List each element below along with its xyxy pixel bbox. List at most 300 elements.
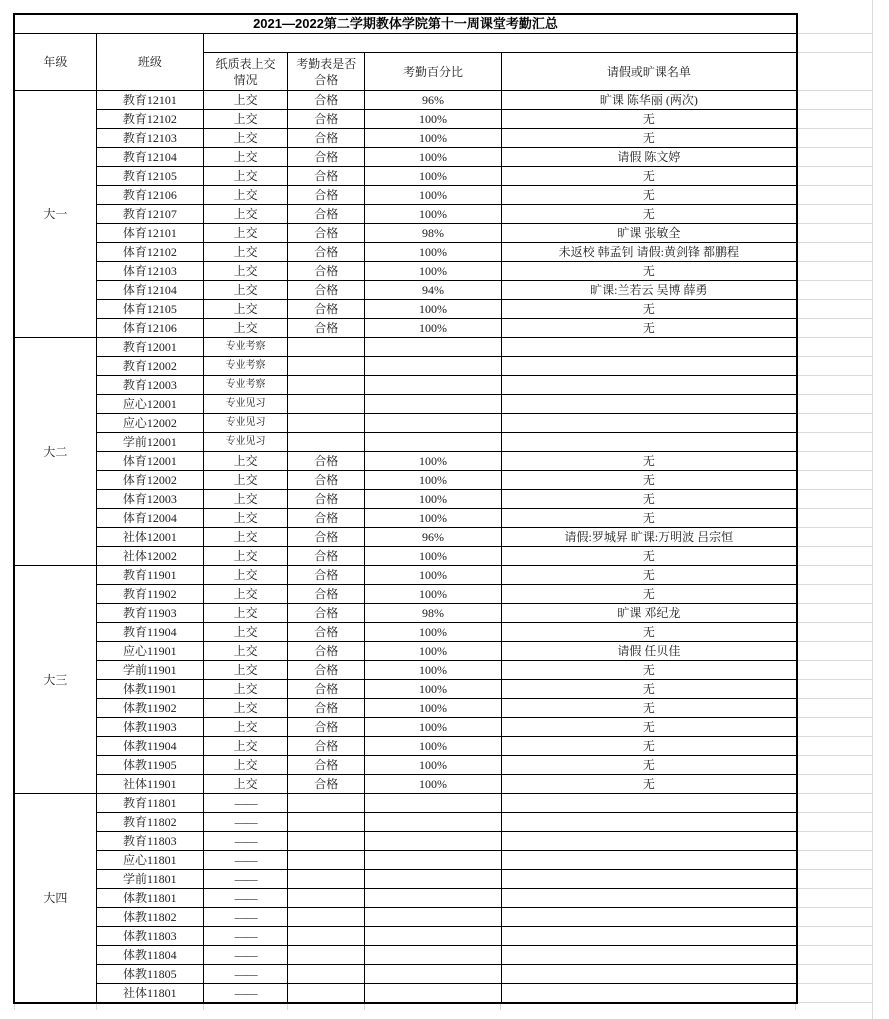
qualified-cell[interactable]: 合格	[288, 262, 365, 281]
table-row	[14, 205, 797, 224]
class-cell[interactable]: 教育12101	[96, 91, 203, 110]
namelist-cell[interactable]	[501, 851, 797, 870]
class-cell[interactable]: 体育12105	[96, 300, 203, 319]
gridline	[797, 717, 873, 718]
class-cell[interactable]: 体育12001	[96, 452, 203, 471]
percentage-cell[interactable]: 100%	[365, 775, 501, 794]
paper-status-cell[interactable]: 上交	[203, 737, 287, 756]
paper-status-cell[interactable]: 专业见习	[203, 433, 287, 452]
namelist-cell[interactable]: 旷课 张敏全	[501, 224, 797, 243]
paper-status-cell[interactable]: 上交	[203, 528, 287, 547]
namelist-cell[interactable]: 无	[501, 547, 797, 566]
paper-status-cell[interactable]: ——	[203, 851, 287, 870]
grade-cell[interactable]: 大二	[14, 338, 96, 566]
table-row	[14, 566, 797, 585]
paper-status-cell[interactable]: 上交	[203, 224, 287, 243]
qualified-cell[interactable]	[288, 965, 365, 984]
percentage-cell[interactable]	[365, 338, 501, 357]
percentage-cell[interactable]	[365, 889, 501, 908]
paper-status-cell[interactable]: 上交	[203, 129, 287, 148]
namelist-cell[interactable]: 无	[501, 490, 797, 509]
namelist-cell[interactable]: 无	[501, 737, 797, 756]
qualified-cell[interactable]: 合格	[288, 718, 365, 737]
qualified-cell[interactable]	[288, 832, 365, 851]
class-cell[interactable]: 体育12104	[96, 281, 203, 300]
paper-status-cell[interactable]: ——	[203, 870, 287, 889]
class-cell[interactable]: 体教11801	[96, 889, 203, 908]
paper-status-cell[interactable]: 上交	[203, 91, 287, 110]
percentage-cell[interactable]: 100%	[365, 243, 501, 262]
gridline	[797, 546, 873, 547]
paper-status-cell[interactable]: ——	[203, 984, 287, 1004]
paper-status-cell[interactable]: 专业见习	[203, 414, 287, 433]
qualified-cell[interactable]: 合格	[288, 243, 365, 262]
qualified-cell[interactable]	[288, 414, 365, 433]
gridline	[14, 1003, 15, 1010]
gridline	[797, 109, 873, 110]
paper-status-cell[interactable]: 上交	[203, 623, 287, 642]
percentage-cell[interactable]: 100%	[365, 262, 501, 281]
gridline	[797, 660, 873, 661]
percentage-cell[interactable]	[365, 851, 501, 870]
qualified-cell[interactable]	[288, 851, 365, 870]
qualified-cell[interactable]	[288, 433, 365, 452]
paper-status-cell[interactable]: 上交	[203, 661, 287, 680]
class-cell[interactable]: 教育12103	[96, 129, 203, 148]
gridline	[797, 413, 873, 414]
paper-status-cell[interactable]: ——	[203, 832, 287, 851]
qualified-cell[interactable]	[288, 870, 365, 889]
qualified-cell[interactable]: 合格	[288, 699, 365, 718]
percentage-cell[interactable]: 94%	[365, 281, 501, 300]
paper-status-cell[interactable]: 上交	[203, 775, 287, 794]
qualified-cell[interactable]: 合格	[288, 661, 365, 680]
gridline	[797, 394, 873, 395]
class-cell[interactable]: 体育12106	[96, 319, 203, 338]
namelist-cell[interactable]	[501, 889, 797, 908]
paper-status-cell[interactable]: 专业考察	[203, 338, 287, 357]
paper-status-cell[interactable]: 上交	[203, 547, 287, 566]
namelist-cell[interactable]: 无	[501, 699, 797, 718]
percentage-cell[interactable]: 98%	[365, 604, 501, 623]
class-cell[interactable]: 体教11901	[96, 680, 203, 699]
namelist-cell[interactable]: 无	[501, 205, 797, 224]
qualified-cell[interactable]: 合格	[288, 566, 365, 585]
namelist-cell[interactable]: 无	[501, 471, 797, 490]
table-row	[14, 167, 797, 186]
paper-status-cell[interactable]: 专业考察	[203, 357, 287, 376]
namelist-cell[interactable]	[501, 870, 797, 889]
namelist-cell[interactable]	[501, 414, 797, 433]
class-cell[interactable]: 教育11903	[96, 604, 203, 623]
namelist-cell[interactable]: 无	[501, 623, 797, 642]
namelist-cell[interactable]	[501, 794, 797, 813]
table-row	[14, 376, 797, 395]
namelist-cell[interactable]: 未返校 韩孟钊 请假:黄剑锋 都鹏程	[501, 243, 797, 262]
gridline	[797, 242, 873, 243]
percentage-cell[interactable]: 100%	[365, 110, 501, 129]
gridline	[797, 375, 873, 376]
gridline	[797, 204, 873, 205]
qualified-cell[interactable]: 合格	[288, 224, 365, 243]
paper-status-cell[interactable]: 上交	[203, 566, 287, 585]
gridline	[797, 945, 873, 946]
namelist-cell[interactable]	[501, 813, 797, 832]
table-row	[14, 927, 797, 946]
qualified-cell[interactable]: 合格	[288, 129, 365, 148]
percentage-cell[interactable]: 100%	[365, 661, 501, 680]
qualified-cell[interactable]: 合格	[288, 528, 365, 547]
namelist-cell[interactable]: 请假 任贝佳	[501, 642, 797, 661]
namelist-cell[interactable]: 无	[501, 186, 797, 205]
percentage-cell[interactable]	[365, 832, 501, 851]
qualified-cell[interactable]	[288, 984, 365, 1004]
gridline	[797, 489, 873, 490]
class-cell[interactable]: 应心12001	[96, 395, 203, 414]
qualified-cell[interactable]	[288, 357, 365, 376]
class-cell[interactable]: 教育11803	[96, 832, 203, 851]
paper-status-cell[interactable]: 上交	[203, 110, 287, 129]
paper-status-cell[interactable]: 上交	[203, 490, 287, 509]
table-row	[14, 243, 797, 262]
percentage-cell[interactable]: 100%	[365, 186, 501, 205]
grade-cell[interactable]: 大四	[14, 794, 96, 1004]
class-cell[interactable]: 应心12002	[96, 414, 203, 433]
gridline	[797, 128, 873, 129]
paper-status-cell[interactable]: 上交	[203, 243, 287, 262]
table-row	[14, 946, 797, 965]
percentage-cell[interactable]: 100%	[365, 699, 501, 718]
table-row	[14, 433, 797, 452]
gridline	[797, 470, 873, 471]
namelist-cell[interactable]: 无	[501, 167, 797, 186]
gridline	[797, 565, 873, 566]
class-cell[interactable]: 教育12003	[96, 376, 203, 395]
class-cell[interactable]: 教育12001	[96, 338, 203, 357]
percentage-cell[interactable]: 96%	[365, 91, 501, 110]
namelist-cell[interactable]: 无	[501, 718, 797, 737]
paper-status-cell[interactable]: 专业见习	[203, 395, 287, 414]
table-row	[14, 509, 797, 528]
class-cell[interactable]: 社体12002	[96, 547, 203, 566]
table-row	[14, 547, 797, 566]
percentage-cell[interactable]	[365, 946, 501, 965]
namelist-cell[interactable]	[501, 832, 797, 851]
percentage-cell[interactable]	[365, 927, 501, 946]
paper-status-cell[interactable]: 上交	[203, 167, 287, 186]
namelist-cell[interactable]	[501, 908, 797, 927]
grade-cell[interactable]: 大三	[14, 566, 96, 794]
qualified-cell[interactable]: 合格	[288, 281, 365, 300]
class-cell[interactable]: 教育12102	[96, 110, 203, 129]
namelist-cell[interactable]	[501, 927, 797, 946]
class-cell[interactable]: 教育12107	[96, 205, 203, 224]
class-cell[interactable]: 体教11905	[96, 756, 203, 775]
class-cell[interactable]: 教育12002	[96, 357, 203, 376]
class-cell[interactable]: 学前11901	[96, 661, 203, 680]
paper-status-cell[interactable]: 专业考察	[203, 376, 287, 395]
paper-status-cell[interactable]: 上交	[203, 262, 287, 281]
class-cell[interactable]: 体育12002	[96, 471, 203, 490]
paper-status-cell[interactable]: ——	[203, 908, 287, 927]
qualified-cell[interactable]: 合格	[288, 623, 365, 642]
table-row	[14, 680, 797, 699]
paper-status-cell[interactable]: 上交	[203, 452, 287, 471]
percentage-cell[interactable]: 100%	[365, 319, 501, 338]
percentage-cell[interactable]	[365, 376, 501, 395]
qualified-cell[interactable]: 合格	[288, 775, 365, 794]
class-cell[interactable]: 社体11801	[96, 984, 203, 1004]
namelist-cell[interactable]	[501, 984, 797, 1004]
class-cell[interactable]: 应心11801	[96, 851, 203, 870]
percentage-cell[interactable]	[365, 794, 501, 813]
paper-status-cell[interactable]: 上交	[203, 585, 287, 604]
namelist-cell[interactable]: 旷课 邓纪龙	[501, 604, 797, 623]
qualified-cell[interactable]: 合格	[288, 148, 365, 167]
percentage-cell[interactable]: 100%	[365, 737, 501, 756]
qualified-cell[interactable]	[288, 395, 365, 414]
table-row	[14, 604, 797, 623]
gridline	[797, 1002, 873, 1003]
paper-status-cell[interactable]: ——	[203, 813, 287, 832]
qualified-cell[interactable]: 合格	[288, 680, 365, 699]
paper-status-cell[interactable]: 上交	[203, 471, 287, 490]
paper-status-cell[interactable]: 上交	[203, 718, 287, 737]
percentage-cell[interactable]: 100%	[365, 490, 501, 509]
qualified-cell[interactable]	[288, 908, 365, 927]
table-row	[14, 851, 797, 870]
namelist-cell[interactable]: 无	[501, 300, 797, 319]
gridline	[287, 1003, 288, 1010]
paper-status-cell[interactable]: 上交	[203, 756, 287, 775]
qualified-cell[interactable]: 合格	[288, 452, 365, 471]
class-cell[interactable]: 体教11802	[96, 908, 203, 927]
qualified-cell[interactable]: 合格	[288, 509, 365, 528]
header-grade[interactable]: 年级	[14, 34, 96, 91]
namelist-cell[interactable]: 无	[501, 756, 797, 775]
class-cell[interactable]: 体育12101	[96, 224, 203, 243]
percentage-cell[interactable]: 100%	[365, 129, 501, 148]
paper-status-cell[interactable]: ——	[203, 965, 287, 984]
paper-status-cell[interactable]: 上交	[203, 509, 287, 528]
class-cell[interactable]: 体教11902	[96, 699, 203, 718]
percentage-cell[interactable]: 100%	[365, 509, 501, 528]
namelist-cell[interactable]: 无	[501, 661, 797, 680]
qualified-cell[interactable]: 合格	[288, 110, 365, 129]
qualified-cell[interactable]: 合格	[288, 737, 365, 756]
qualified-cell[interactable]	[288, 946, 365, 965]
percentage-cell[interactable]: 100%	[365, 680, 501, 699]
percentage-cell[interactable]	[365, 433, 501, 452]
percentage-cell[interactable]: 100%	[365, 566, 501, 585]
class-cell[interactable]: 教育11901	[96, 566, 203, 585]
percentage-cell[interactable]: 100%	[365, 148, 501, 167]
qualified-cell[interactable]: 合格	[288, 205, 365, 224]
percentage-cell[interactable]: 98%	[365, 224, 501, 243]
paper-status-cell[interactable]: ——	[203, 889, 287, 908]
namelist-cell[interactable]: 无	[501, 129, 797, 148]
header-percentage[interactable]: 考勤百分比	[365, 53, 501, 91]
percentage-cell[interactable]: 100%	[365, 471, 501, 490]
paper-status-cell[interactable]: 上交	[203, 319, 287, 338]
class-cell[interactable]: 体教11805	[96, 965, 203, 984]
class-cell[interactable]: 教育11902	[96, 585, 203, 604]
namelist-cell[interactable]	[501, 376, 797, 395]
namelist-cell[interactable]	[501, 433, 797, 452]
class-cell[interactable]: 学前11801	[96, 870, 203, 889]
table-row	[14, 300, 797, 319]
percentage-cell[interactable]	[365, 414, 501, 433]
qualified-cell[interactable]: 合格	[288, 300, 365, 319]
qualified-cell[interactable]: 合格	[288, 490, 365, 509]
qualified-cell[interactable]	[288, 927, 365, 946]
paper-status-cell[interactable]: 上交	[203, 699, 287, 718]
percentage-cell[interactable]: 100%	[365, 205, 501, 224]
namelist-cell[interactable]: 无	[501, 110, 797, 129]
paper-status-cell[interactable]: 上交	[203, 680, 287, 699]
class-cell[interactable]: 教育11802	[96, 813, 203, 832]
namelist-cell[interactable]: 无	[501, 566, 797, 585]
qualified-cell[interactable]: 合格	[288, 167, 365, 186]
paper-status-cell[interactable]: ——	[203, 946, 287, 965]
namelist-cell[interactable]: 无	[501, 452, 797, 471]
table-row	[14, 224, 797, 243]
class-cell[interactable]: 体教11903	[96, 718, 203, 737]
qualified-cell[interactable]	[288, 338, 365, 357]
namelist-cell[interactable]	[501, 965, 797, 984]
class-cell[interactable]: 社体11901	[96, 775, 203, 794]
class-cell[interactable]: 体教11803	[96, 927, 203, 946]
class-cell[interactable]: 教育11904	[96, 623, 203, 642]
paper-status-cell[interactable]: ——	[203, 927, 287, 946]
header-namelist[interactable]: 请假或旷课名单	[501, 53, 797, 91]
namelist-cell[interactable]	[501, 357, 797, 376]
percentage-cell[interactable]: 100%	[365, 300, 501, 319]
class-cell[interactable]: 教育12104	[96, 148, 203, 167]
class-cell[interactable]: 体育12004	[96, 509, 203, 528]
paper-status-cell[interactable]: 上交	[203, 186, 287, 205]
qualified-cell[interactable]: 合格	[288, 585, 365, 604]
namelist-cell[interactable]	[501, 338, 797, 357]
class-cell[interactable]: 社体12001	[96, 528, 203, 547]
table-row	[14, 908, 797, 927]
qualified-cell[interactable]	[288, 813, 365, 832]
class-cell[interactable]: 应心11901	[96, 642, 203, 661]
percentage-cell[interactable]: 100%	[365, 718, 501, 737]
qualified-cell[interactable]: 合格	[288, 91, 365, 110]
class-cell[interactable]: 体教11904	[96, 737, 203, 756]
namelist-cell[interactable]: 请假 陈文婷	[501, 148, 797, 167]
percentage-cell[interactable]: 100%	[365, 547, 501, 566]
qualified-cell[interactable]	[288, 889, 365, 908]
grade-cell[interactable]: 大一	[14, 91, 96, 338]
percentage-cell[interactable]: 100%	[365, 623, 501, 642]
table-row	[14, 338, 797, 357]
table-row	[14, 91, 797, 110]
percentage-cell[interactable]: 100%	[365, 167, 501, 186]
table-row	[14, 813, 797, 832]
namelist-cell[interactable]: 无	[501, 585, 797, 604]
paper-status-cell[interactable]: 上交	[203, 300, 287, 319]
percentage-cell[interactable]: 100%	[365, 642, 501, 661]
namelist-cell[interactable]	[501, 395, 797, 414]
gridline	[797, 983, 873, 984]
gridline	[797, 356, 873, 357]
gridline	[797, 755, 873, 756]
class-cell[interactable]: 体育12102	[96, 243, 203, 262]
gridline	[797, 166, 873, 167]
namelist-cell[interactable]: 无	[501, 262, 797, 281]
namelist-cell[interactable]: 无	[501, 680, 797, 699]
qualified-cell[interactable]: 合格	[288, 756, 365, 775]
qualified-cell[interactable]	[288, 794, 365, 813]
paper-status-cell[interactable]: ——	[203, 794, 287, 813]
qualified-cell[interactable]: 合格	[288, 547, 365, 566]
qualified-cell[interactable]: 合格	[288, 604, 365, 623]
header-qualified[interactable]: 考勤表是否合格	[288, 53, 365, 91]
class-cell[interactable]: 体教11804	[96, 946, 203, 965]
percentage-cell[interactable]	[365, 813, 501, 832]
namelist-cell[interactable]: 无	[501, 319, 797, 338]
percentage-cell[interactable]: 96%	[365, 528, 501, 547]
percentage-cell[interactable]	[365, 908, 501, 927]
class-cell[interactable]: 教育12105	[96, 167, 203, 186]
gridline	[797, 432, 873, 433]
qualified-cell[interactable]: 合格	[288, 642, 365, 661]
qualified-cell[interactable]	[288, 376, 365, 395]
percentage-cell[interactable]: 100%	[365, 585, 501, 604]
percentage-cell[interactable]	[365, 965, 501, 984]
qualified-cell[interactable]: 合格	[288, 319, 365, 338]
gridline	[797, 812, 873, 813]
class-cell[interactable]: 教育11801	[96, 794, 203, 813]
percentage-cell[interactable]	[365, 870, 501, 889]
percentage-cell[interactable]	[365, 357, 501, 376]
namelist-cell[interactable]: 无	[501, 509, 797, 528]
header-spacer-cell[interactable]	[203, 34, 797, 53]
percentage-cell[interactable]	[365, 395, 501, 414]
paper-status-cell[interactable]: 上交	[203, 148, 287, 167]
namelist-cell[interactable]: 旷课:兰若云 吴博 薛勇	[501, 281, 797, 300]
paper-status-cell[interactable]: 上交	[203, 205, 287, 224]
header-class[interactable]: 班级	[96, 34, 203, 91]
qualified-cell[interactable]: 合格	[288, 471, 365, 490]
table-row	[14, 452, 797, 471]
percentage-cell[interactable]	[365, 984, 501, 1004]
gridline	[797, 185, 873, 186]
namelist-cell[interactable]: 无	[501, 775, 797, 794]
namelist-cell[interactable]: 旷课 陈华丽 (两次)	[501, 91, 797, 110]
namelist-cell[interactable]	[501, 946, 797, 965]
gridline	[203, 1003, 204, 1010]
table-row	[14, 737, 797, 756]
percentage-cell[interactable]: 100%	[365, 452, 501, 471]
paper-status-cell[interactable]: 上交	[203, 604, 287, 623]
class-cell[interactable]: 教育12106	[96, 186, 203, 205]
table-row	[14, 319, 797, 338]
class-cell[interactable]: 体育12103	[96, 262, 203, 281]
gridline	[797, 52, 873, 53]
header-paper-status[interactable]: 纸质表上交情况	[203, 53, 287, 91]
paper-status-cell[interactable]: 上交	[203, 281, 287, 300]
namelist-cell[interactable]: 请假:罗城昇 旷课:万明波 吕宗恒	[501, 528, 797, 547]
class-cell[interactable]: 学前12001	[96, 433, 203, 452]
table-row	[14, 528, 797, 547]
qualified-cell[interactable]: 合格	[288, 186, 365, 205]
class-cell[interactable]: 体育12003	[96, 490, 203, 509]
paper-status-cell[interactable]: 上交	[203, 642, 287, 661]
percentage-cell[interactable]: 100%	[365, 756, 501, 775]
